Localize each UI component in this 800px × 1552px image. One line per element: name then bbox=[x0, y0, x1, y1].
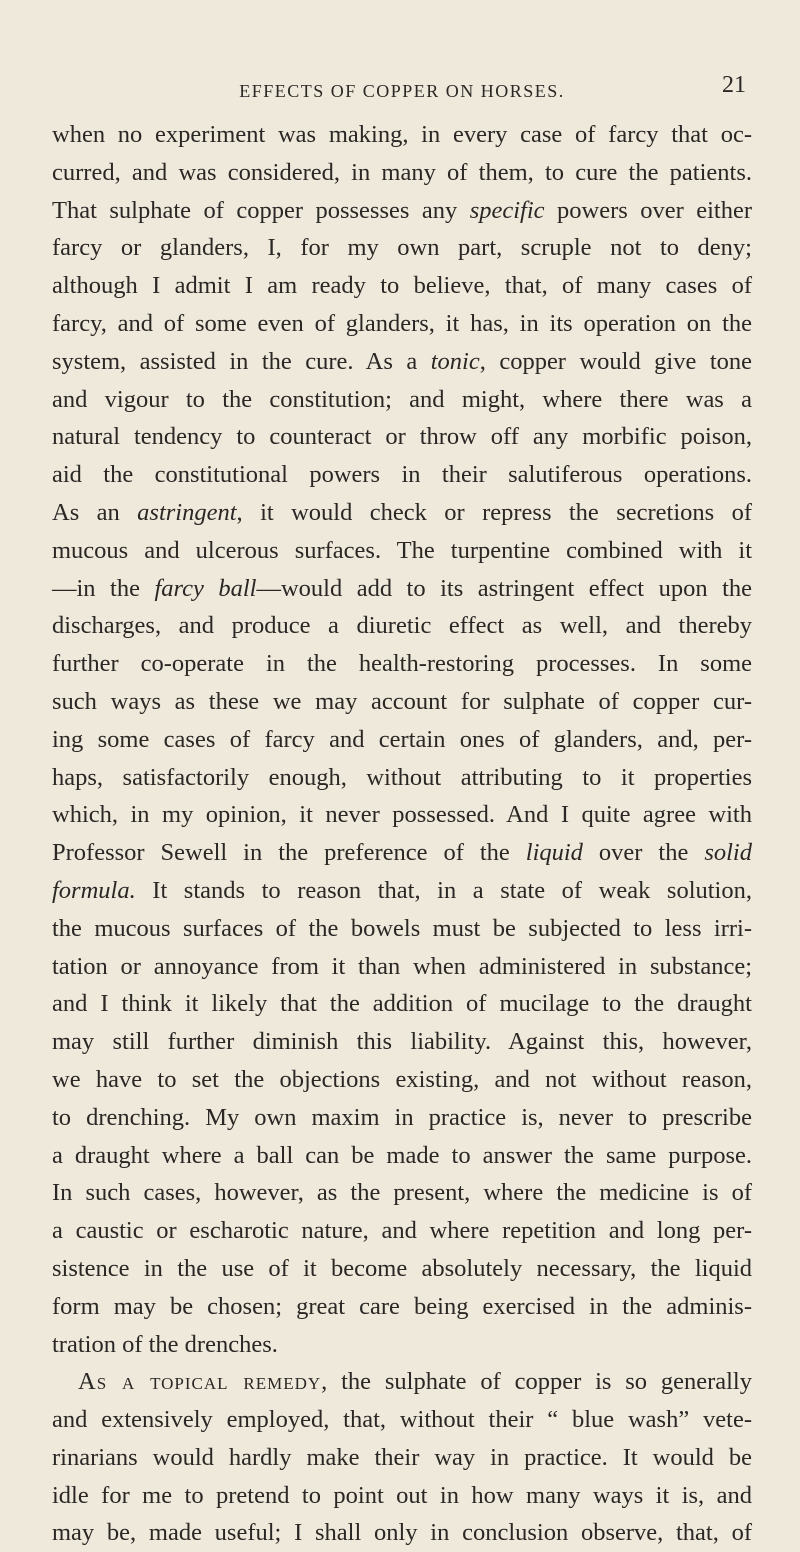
text-line bbox=[52, 796, 752, 834]
text-span: aid the constitutional powers in their salutiferous operations. bbox=[52, 461, 752, 489]
text-span: haps, satisfactorily enough, without attributing to it properties bbox=[52, 763, 752, 791]
italic-text: specific bbox=[469, 196, 545, 224]
text-line bbox=[52, 570, 752, 608]
text-span: In such cases, however, as the present, where the medicine is of bbox=[52, 1179, 752, 1207]
text-span: discharges, and produce a diuretic effect as well, and thereby bbox=[52, 612, 752, 640]
italic-text: formula. bbox=[52, 876, 136, 904]
text-span: curred, and was considered, in many of them, to cure the patients. bbox=[52, 158, 752, 186]
text-span: ing some cases of farcy and certain ones of glanders, and, per- bbox=[52, 725, 752, 753]
text-line bbox=[52, 116, 752, 154]
text-span: form may be chosen; great care being exercised in the adminis- bbox=[52, 1292, 752, 1320]
text-span: such ways as these we may account for sulphate of copper cur- bbox=[52, 687, 752, 715]
text-line bbox=[52, 418, 752, 456]
text-line bbox=[52, 1288, 752, 1326]
text-span: sistence in the use of it become absolutely necessary, the liquid bbox=[52, 1254, 752, 1282]
text-span: system, assisted in the cure. As a bbox=[52, 347, 431, 375]
text-span: That sulphate of copper possesses any bbox=[52, 196, 470, 224]
text-span: As an bbox=[52, 498, 138, 526]
text-line bbox=[52, 607, 752, 645]
text-line bbox=[52, 1099, 752, 1137]
text-span: further co-operate in the health-restoring processes. In some bbox=[52, 650, 752, 678]
italic-text: astringent bbox=[137, 498, 237, 526]
text-span: and extensively employed, that, without their “ blue wash” vete- bbox=[52, 1406, 752, 1434]
text-line bbox=[52, 645, 752, 683]
text-line bbox=[52, 834, 752, 872]
text-span: when no experiment was making, in every case of farcy that oc- bbox=[52, 121, 752, 148]
text-line bbox=[52, 1061, 752, 1099]
text-line bbox=[52, 1212, 752, 1250]
body-text bbox=[52, 116, 752, 1552]
text-span: tation or annoyance from it than when administered in substance; bbox=[52, 952, 752, 980]
text-span: a draught where a ball can be made to answer the same purpose. bbox=[52, 1141, 752, 1169]
text-span: mucous and ulcerous surfaces. The turpentine combined with it bbox=[52, 536, 752, 564]
text-line bbox=[52, 1023, 752, 1061]
text-line bbox=[52, 494, 752, 532]
text-line bbox=[52, 343, 752, 381]
italic-text: farcy ball bbox=[154, 574, 257, 602]
text-span: It stands to reason that, in a state of weak solution, bbox=[135, 876, 752, 904]
text-line bbox=[52, 154, 752, 192]
running-head bbox=[52, 70, 752, 110]
text-span: and vigour to the constitution; and might, where there was a bbox=[52, 385, 752, 413]
text-line bbox=[52, 1250, 752, 1288]
text-span: although I admit I am ready to believe, that, of many cases of bbox=[52, 272, 752, 300]
italic-text: liquid bbox=[525, 839, 583, 867]
text-line bbox=[52, 759, 752, 797]
text-line bbox=[52, 1174, 752, 1212]
text-span: and I think it likely that the addition of mucilage to the draught bbox=[52, 990, 752, 1018]
small-caps-text: As a topical remedy bbox=[78, 1368, 322, 1396]
text-span: the mucous surfaces of the bowels must be subjected to less irri- bbox=[52, 914, 752, 942]
text-line bbox=[52, 872, 752, 910]
italic-text: tonic bbox=[430, 347, 480, 375]
text-span: farcy, and of some even of glanders, it has, in its operation on the bbox=[52, 309, 752, 337]
text-span: to drenching. My own maxim in practice is, never to prescribe bbox=[52, 1103, 752, 1131]
text-line bbox=[52, 192, 752, 230]
text-span: may still further diminish this liability. Against this, however, bbox=[52, 1028, 752, 1056]
text-span: may be, made useful; I shall only in conclusion observe, that, of bbox=[52, 1519, 752, 1547]
text-line bbox=[52, 1363, 752, 1401]
text-span: natural tendency to counteract or throw off any morbific poison, bbox=[52, 423, 752, 451]
text-span: we have to set the objections existing, and not without reason, bbox=[52, 1065, 752, 1093]
text-line bbox=[52, 381, 752, 419]
text-line bbox=[52, 910, 752, 948]
text-line bbox=[52, 267, 752, 305]
page-number: 21 bbox=[722, 72, 746, 98]
text-line bbox=[52, 229, 752, 267]
text-span: over the bbox=[582, 839, 705, 867]
text-line bbox=[52, 721, 752, 759]
running-title: EFFECTS OF COPPER ON HORSES. bbox=[239, 81, 565, 101]
text-line bbox=[52, 1401, 752, 1439]
text-line bbox=[52, 532, 752, 570]
text-span: , it would check or repress the secretions of bbox=[236, 498, 752, 526]
text-span: —in the bbox=[52, 574, 155, 602]
text-line bbox=[52, 948, 752, 986]
text-span: a caustic or escharotic nature, and where repetition and long per- bbox=[52, 1217, 752, 1245]
italic-text: solid bbox=[704, 839, 752, 867]
text-line bbox=[52, 1439, 752, 1477]
text-line bbox=[52, 1137, 752, 1175]
text-line bbox=[52, 1477, 752, 1515]
text-span: tration of the drenches. bbox=[52, 1330, 278, 1358]
text-span: rinarians would hardly make their way in practice. It would be bbox=[52, 1443, 752, 1471]
text-line bbox=[52, 305, 752, 343]
text-span: —would add to its astringent effect upon the bbox=[256, 574, 752, 602]
text-span: Professor Sewell in the preference of the bbox=[52, 839, 526, 867]
text-line bbox=[52, 1326, 752, 1364]
text-span: , the sulphate of copper is so generally bbox=[321, 1368, 752, 1396]
text-span: which, in my opinion, it never possessed. And I quite agree with bbox=[52, 801, 752, 829]
text-line bbox=[52, 1514, 752, 1552]
text-line bbox=[52, 985, 752, 1023]
text-line bbox=[52, 683, 752, 721]
text-span: powers over either bbox=[544, 196, 752, 224]
text-span: , copper would give tone bbox=[479, 347, 752, 375]
text-span: idle for me to pretend to point out in how many ways it is, and bbox=[52, 1481, 752, 1509]
text-span: farcy or glanders, I, for my own part, scruple not to deny; bbox=[52, 234, 752, 262]
text-line bbox=[52, 456, 752, 494]
